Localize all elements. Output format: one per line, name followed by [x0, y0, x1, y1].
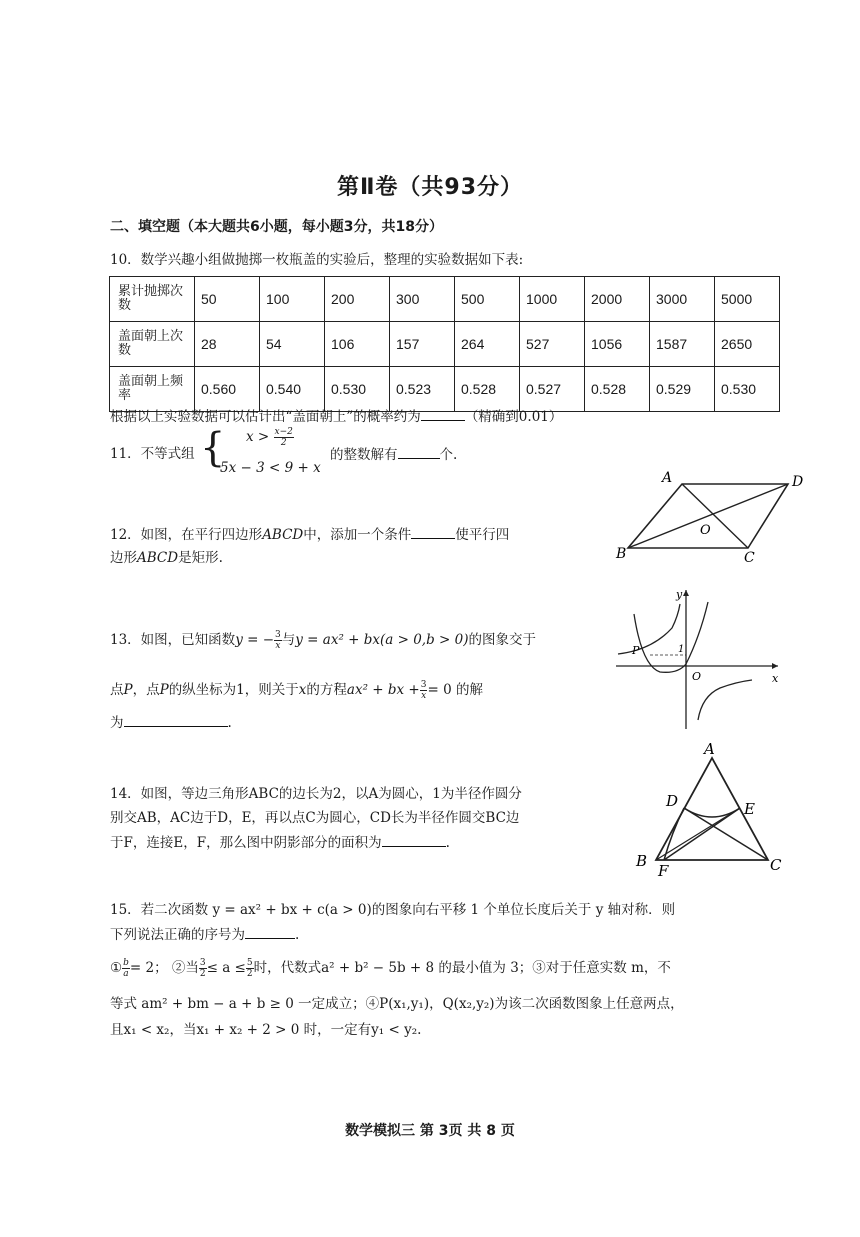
q11-middle: 的整数解有	[330, 447, 398, 463]
q12-text: 中，添加一个条件	[303, 527, 412, 543]
label-O: O	[700, 523, 711, 538]
label-F: F	[658, 862, 669, 880]
table-cell: 0.540	[260, 367, 325, 412]
fraction-denominator: 2	[246, 969, 253, 979]
fraction-numerator: 3	[275, 630, 281, 640]
table-cell: 0.527	[520, 367, 585, 412]
q15-line-1: 15．若二次函数 y = ax² + bx + c(a > 0)的图象向右平移 1 个单位长度后关于 y 轴对称．则	[110, 902, 676, 918]
q13-fraction	[274, 630, 282, 651]
page-title: 第Ⅱ卷（共93分）	[336, 175, 524, 200]
table-cell: 264	[455, 322, 520, 367]
table-cell: 28	[195, 322, 260, 367]
q14-line-2: 别交AB，AC边于D，E，再以点C为圆心，CD长为半径作圆交BC边	[110, 810, 520, 826]
q15-line-3	[110, 958, 671, 979]
q10-table	[109, 276, 780, 412]
label-A: A	[704, 740, 715, 758]
table-cell: 2650	[715, 322, 780, 367]
page-footer: 数学模拟三 第 3页 共 8 页	[345, 1123, 515, 1139]
ineq1-fraction	[274, 427, 294, 448]
q11-suffix: 个.	[439, 447, 458, 463]
label-D: D	[666, 792, 679, 810]
fraction-numerator: 5	[246, 958, 253, 968]
row-header: 盖面朝上频率	[110, 367, 195, 412]
table-cell: 1587	[650, 322, 715, 367]
q15-fraction	[246, 958, 254, 979]
answer-blank[interactable]	[382, 832, 446, 847]
q13-text: .	[227, 715, 232, 731]
q10-answer-line	[110, 406, 562, 427]
label-B: B	[616, 546, 627, 562]
q15-line-4: 等式 am² + bm − a + b ≥ 0 一定成立；④P(x₁,y₁)，Q(x₂,y₂)为该二次函数图象上任意两点，	[110, 996, 684, 1012]
q13-line-2	[110, 680, 483, 701]
q15-fraction	[199, 958, 207, 979]
q12-line-2	[110, 548, 223, 568]
answer-blank[interactable]	[124, 712, 228, 727]
q13-text: 的方程	[306, 682, 347, 698]
q15-text: .	[295, 927, 300, 943]
answer-blank[interactable]	[421, 406, 465, 421]
table-cell: 5000	[715, 277, 780, 322]
q11-inequality-2: 5x − 3 < 9 + x	[220, 460, 321, 476]
q15-text: ≤ a ≤	[206, 960, 246, 976]
y-value-label: 1	[678, 644, 685, 655]
table-cell: 106	[325, 322, 390, 367]
q13-text: 与	[281, 632, 296, 648]
label-E: E	[744, 800, 755, 818]
table-cell: 2000	[585, 277, 650, 322]
table-cell: 54	[260, 322, 325, 367]
q13-text: 13．如图，已知函数	[110, 632, 236, 648]
q11-inequality-1	[246, 427, 294, 448]
table-cell: 157	[390, 322, 455, 367]
q10-precision: （精确到0.01）	[464, 409, 563, 425]
q12-line-1	[110, 524, 509, 545]
q15-line-5: 且x₁ < x₂，当x₁ + x₂ + 2 > 0 时，一定有y₁ < y₂.	[110, 1022, 422, 1038]
q15-fraction	[122, 958, 130, 979]
q12-text: 12．如图，在平行四边形	[110, 527, 263, 543]
row-header: 盖面朝上次数	[110, 322, 195, 367]
label-D: D	[792, 474, 804, 490]
q15-text: = 2； ②当	[129, 960, 199, 976]
axis-label-x: x	[772, 672, 779, 685]
q13-math: x	[298, 682, 307, 698]
fraction-numerator: 3	[420, 680, 427, 690]
q15-line-2	[110, 924, 299, 945]
ineq1-left: x >	[246, 429, 270, 445]
table-cell: 0.523	[390, 367, 455, 412]
answer-blank[interactable]	[398, 444, 440, 459]
q14-text: .	[445, 835, 450, 851]
table-cell: 50	[195, 277, 260, 322]
q12-figure-name: ABCD	[137, 550, 179, 566]
q15-text: 下列说法正确的序号为	[110, 927, 245, 943]
q14-line-3	[110, 832, 450, 853]
q13-line-3	[110, 712, 232, 733]
q13-math: P	[123, 682, 133, 698]
table-cell: 0.530	[715, 367, 780, 412]
fraction-numerator: 3	[199, 958, 206, 968]
triangle-figure	[632, 740, 792, 880]
q12-text: 边形	[110, 550, 137, 566]
fraction-denominator: 2	[199, 969, 206, 979]
fraction-denominator: x	[275, 641, 281, 651]
table-cell: 500	[455, 277, 520, 322]
q15-text: 时，代数式a² + b² − 5b + 8 的最小值为 3；③对于任意实数 m，不	[253, 960, 671, 976]
table-cell: 0.528	[585, 367, 650, 412]
table-cell: 300	[390, 277, 455, 322]
q10-text: 10．数学兴趣小组做抛掷一枚瓶盖的实验后，整理的实验数据如下表:	[110, 252, 524, 268]
q13-math: y = ax² + bx(a > 0,b > 0)	[295, 632, 469, 648]
q15-text: ①	[110, 960, 123, 976]
table-cell: 0.529	[650, 367, 715, 412]
fraction-numerator: x−2	[274, 427, 293, 437]
fraction-denominator: x	[421, 691, 427, 701]
table-cell: 0.528	[455, 367, 520, 412]
axis-label-y: y	[676, 588, 683, 601]
section-heading: 二、填空题（本大题共6小题，每小题3分，共18分）	[110, 219, 443, 235]
table-row	[110, 277, 780, 322]
q13-text: = 0 的解	[427, 682, 483, 698]
q12-text: 使平行四	[455, 527, 510, 543]
q13-text: 的纵坐标为1，则关于	[168, 682, 299, 698]
table-row	[110, 322, 780, 367]
table-cell: 0.530	[325, 367, 390, 412]
point-label-P: P	[632, 644, 640, 657]
origin-label: O	[692, 670, 702, 683]
label-A: A	[662, 470, 673, 486]
q13-text: 的图象交于	[468, 632, 536, 648]
function-graph-figure	[612, 584, 788, 734]
label-C: C	[744, 550, 755, 566]
q13-text: 为	[110, 715, 124, 731]
answer-blank[interactable]	[411, 524, 455, 539]
table-cell: 1000	[520, 277, 585, 322]
fraction-denominator: a	[123, 969, 129, 979]
table-cell: 1056	[585, 322, 650, 367]
label-C: C	[770, 856, 782, 874]
answer-blank[interactable]	[245, 924, 295, 939]
system-brace: {	[200, 425, 226, 471]
parallelogram-figure	[612, 468, 812, 568]
fraction-denominator: 2	[280, 438, 287, 448]
table-row	[110, 367, 780, 412]
table-cell: 200	[325, 277, 390, 322]
table-cell: 3000	[650, 277, 715, 322]
q11-prefix: 11．不等式组	[110, 446, 195, 462]
row-header: 累计抛掷次数	[110, 277, 195, 322]
q13-text: 点	[110, 682, 124, 698]
table-cell: 100	[260, 277, 325, 322]
q14-text: 于F，连接E，F，那么图中阴影部分的面积为	[110, 835, 382, 851]
q12-figure-name: ABCD	[262, 527, 304, 543]
q13-math: y = −	[235, 632, 275, 648]
fraction-numerator: b	[123, 958, 129, 968]
q11-answer-line	[330, 444, 457, 465]
table-cell: 527	[520, 322, 585, 367]
q10-after-text: 根据以上实验数据可以估计出“盖面朝上”的概率约为	[110, 409, 421, 425]
q13-text: ，点	[132, 682, 160, 698]
q14-line-1: 14．如图，等边三角形ABC的边长为2，以A为圆心，1为半径作圆分	[110, 786, 522, 802]
label-B: B	[636, 852, 648, 870]
q12-text: 是矩形.	[178, 550, 223, 566]
table-cell: 0.560	[195, 367, 260, 412]
q13-math: ax² + bx +	[346, 682, 420, 698]
q13-math: P	[159, 682, 169, 698]
q13-line-1	[110, 630, 536, 651]
